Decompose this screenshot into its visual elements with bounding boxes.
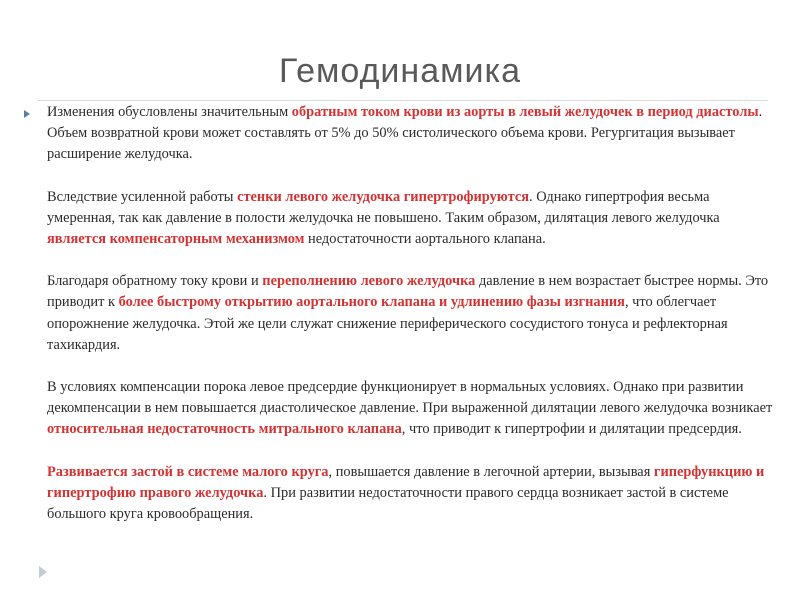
highlight-run: стенки левого желудочка гипертрофируются bbox=[237, 188, 529, 205]
highlight-run: более быстрому открытию аортального клапана и удлинению фазы изгнания bbox=[118, 294, 625, 311]
text-run: , что приводит к гипертрофии и дилятации предсердия. bbox=[401, 421, 742, 438]
paragraph-hypertrophy bbox=[47, 187, 777, 251]
slide-body bbox=[47, 102, 777, 546]
paragraph-pressure bbox=[47, 271, 777, 356]
highlight-run: является компенсаторным механизмом bbox=[47, 231, 305, 248]
triangle-bullet-icon bbox=[24, 110, 30, 118]
text-run: , что облегчает опорожнение желудочка. Этой же цели служат снижение периферического сосудистого тонуса и рефлекторная тахикардия. bbox=[47, 294, 728, 353]
text-run: , повышается давление в легочной артерии, вызывая bbox=[328, 463, 654, 480]
paragraph-compensation bbox=[47, 377, 777, 441]
text-run: недостаточности аортального клапана. bbox=[304, 231, 546, 248]
text-run: Изменения обусловлены значительным bbox=[47, 104, 292, 120]
text-run: . Объем возвратной крови может составлять от 5% до 50% систолического объема крови. Регургитация вызывает расширение желудочка. bbox=[47, 104, 763, 163]
text-run: давление в нем возрастает быстрее нормы. Это приводит к bbox=[47, 273, 769, 311]
text-run: . Однако гипертрофия весьма умеренная, так как давление в полости желудочка не повышено. Таким образом, дилятация левого желудочка bbox=[47, 188, 720, 226]
text-run: В условиях компенсации порока левое предсердие функционирует в нормальных условиях. Однако при развитии декомпенсации в нем повышается диастолическое давление. При выраженной дилятации левого желудочка возникает bbox=[47, 379, 773, 417]
highlight-run: переполнению левого желудочка bbox=[262, 273, 476, 290]
next-slide-arrow-icon[interactable] bbox=[39, 566, 47, 578]
paragraph-regurgitation bbox=[47, 102, 777, 166]
text-run: . При развитии недостаточности правого сердца возникает застой в системе большого круга кровообращения. bbox=[47, 484, 729, 523]
highlight-run: обратным током крови из аорты в левый желудочек в период диастолы bbox=[291, 104, 759, 120]
paragraph-congestion bbox=[47, 462, 777, 526]
title-divider bbox=[38, 100, 768, 101]
highlight-run: относительная недостаточность митрального клапана bbox=[47, 421, 402, 438]
slide-title: Гемодинамика bbox=[279, 52, 521, 90]
highlight-run: Развивается застой в системе малого круга bbox=[47, 463, 329, 480]
text-run: Вследствие усиленной работы bbox=[47, 188, 238, 205]
text-run: Благодаря обратному току крови и bbox=[47, 273, 263, 290]
highlight-run: гиперфункцию и гипертрофию правого желудочка bbox=[47, 463, 765, 501]
